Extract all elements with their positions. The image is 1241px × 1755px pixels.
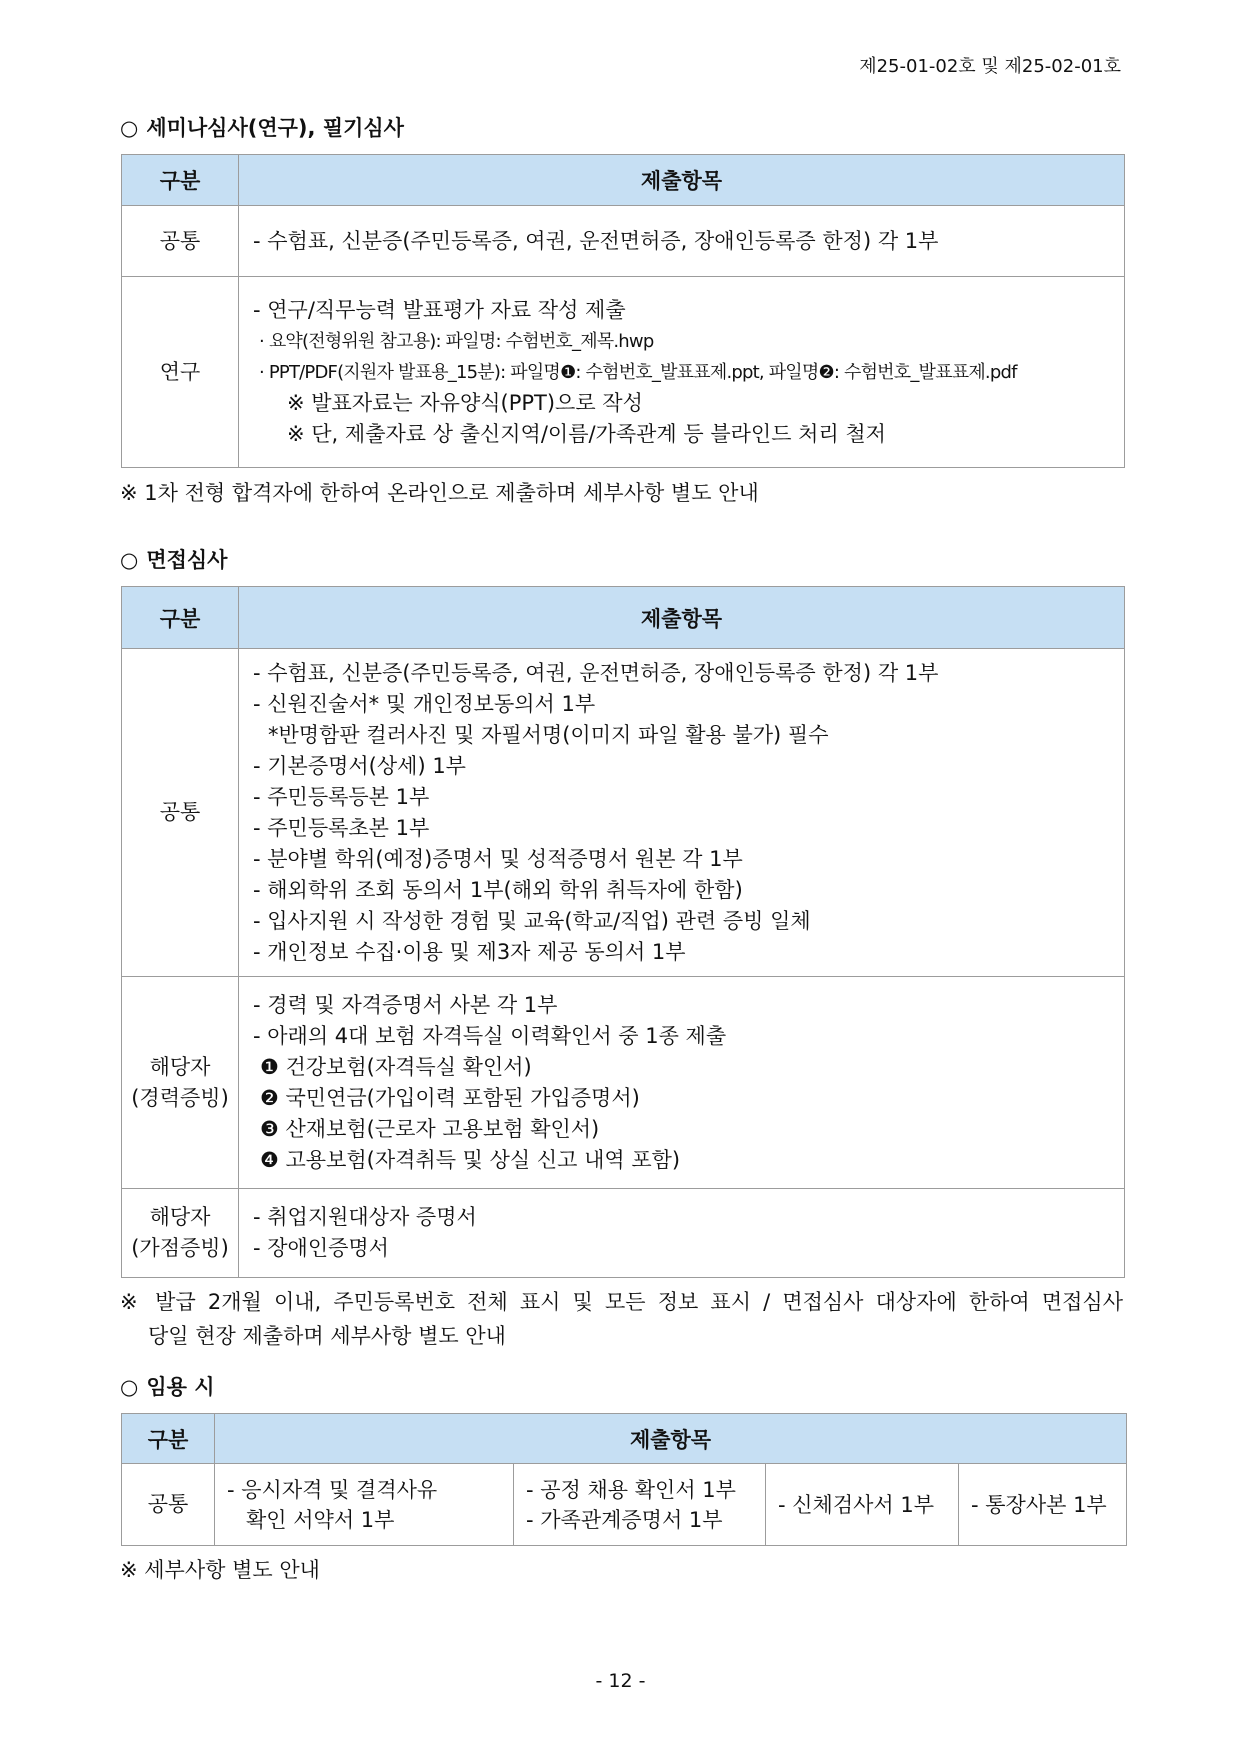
list-item: - 분야별 학위(예정)증명서 및 성적증명서 원본 각 1부 (253, 846, 743, 871)
row-items-cell (215, 1464, 514, 1546)
remark-item: ※ 단, 제출자료 상 출신지역/이름/가족관계 등 블라인드 처리 철저 (287, 421, 886, 446)
row-category: 연구 (122, 277, 239, 468)
table-row-bonus (122, 1189, 1125, 1278)
note-line: 당일 현장 제출하며 세부사항 별도 안내 (148, 1324, 506, 1348)
row-category-line: 해당자 (149, 1054, 211, 1079)
remark-item: ※ 발표자료는 자유양식(PPT)으로 작성 (287, 390, 643, 415)
list-item: - 해외학위 조회 동의서 1부(해외 학위 취득자에 한함) (253, 877, 743, 902)
insurance-option: ❶ 건강보험(자격득실 확인서) (260, 1054, 532, 1079)
list-item-continuation: 확인 서약서 1부 (246, 1507, 395, 1532)
page-content (120, 113, 1126, 1585)
insurance-option: ❷ 국민연금(가입이력 포함된 가입증명서) (260, 1085, 640, 1110)
row-category-line: (가점증빙) (131, 1236, 229, 1260)
sub-list-item: · 요약(전형위원 참고용): 파일명: 수험번호_제목.hwp (259, 330, 654, 352)
section-title (120, 545, 1126, 575)
table-header-row (122, 1414, 1127, 1464)
list-item: - 신원진술서* 및 개인정보동의서 1부 (253, 691, 596, 716)
table-row-common (122, 206, 1125, 277)
list-item: - 주민등록등본 1부 (253, 784, 430, 809)
row-category: 공통 (122, 649, 239, 977)
list-item: - 공정 채용 확인서 1부 (526, 1477, 736, 1502)
list-item: - 아래의 4대 보험 자격득실 이력확인서 중 1종 제출 (253, 1023, 727, 1048)
interview-documents-table (121, 586, 1125, 1278)
insurance-option: ❹ 고용보험(자격취득 및 상실 신고 내역 포함) (260, 1147, 681, 1172)
list-item: - 기본증명서(상세) 1부 (253, 753, 466, 778)
sub-list-item: · PPT/PDF(지원자 발표용_15분): 파일명❶: 수험번호_발표표제.ppt, 파일명❷: 수험번호_발표표제.pdf (259, 361, 1017, 383)
section-title-text: 임용 시 (146, 1375, 215, 1399)
section-title (120, 113, 1126, 143)
list-item: - 장애인증명서 (253, 1236, 389, 1260)
list-item: - 연구/직무능력 발표평가 자료 작성 제출 (253, 297, 626, 322)
row-items-cell (514, 1464, 766, 1546)
section-title-text: 세미나심사(연구), 필기심사 (146, 116, 404, 140)
section-bullet: ○ (120, 548, 139, 572)
row-items (239, 977, 1125, 1189)
row-items (239, 277, 1125, 468)
list-item: - 신체검사서 1부 (778, 1492, 935, 1517)
section-note: ※ 1차 전형 합격자에 한하여 온라인으로 제출하며 세부사항 별도 안내 (120, 481, 759, 505)
row-category-line: (경력증빙) (131, 1085, 229, 1110)
list-item: - 입사지원 시 작성한 경험 및 교육(학교/직업) 관련 증빙 일체 (253, 908, 811, 933)
row-items-cell (766, 1464, 959, 1546)
section-title-text: 면접심사 (146, 548, 228, 572)
footnote: *반명함판 컬러사진 및 자필서명(이미지 파일 활용 불가) 필수 (268, 722, 829, 747)
row-items-cell (959, 1464, 1127, 1546)
section-note (120, 1285, 1123, 1353)
list-item: - 경력 및 자격증명서 사본 각 1부 (253, 992, 558, 1017)
document-number: 제25-01-02호 및 제25-02-01호 (859, 56, 1121, 77)
row-category (122, 1189, 239, 1278)
list-item: - 통장사본 1부 (971, 1492, 1107, 1517)
table-header-row (122, 587, 1125, 649)
table-row-research (122, 277, 1125, 468)
section-interview (120, 545, 1126, 1353)
list-item: - 수험표, 신분증(주민등록증, 여권, 운전면허증, 장애인등록증 한정) 각 1부 (253, 660, 939, 685)
note-line: ※ 발급 2개월 이내, 주민등록번호 전체 표시 및 모든 정보 표시 / 면접심사 대상자에 한하여 면접심사 (120, 1290, 1123, 1314)
table-row-common (122, 649, 1125, 977)
row-category-line: 해당자 (149, 1205, 211, 1229)
section-note: ※ 세부사항 별도 안내 (120, 1558, 320, 1582)
column-header-items: 제출항목 (239, 587, 1125, 649)
column-header-category: 구분 (122, 1414, 215, 1464)
list-item: - 가족관계증명서 1부 (526, 1507, 723, 1532)
table-row-career (122, 977, 1125, 1189)
row-items (239, 649, 1125, 977)
table-header-row (122, 155, 1125, 206)
list-item: - 주민등록초본 1부 (253, 815, 430, 840)
column-header-category: 구분 (122, 587, 239, 649)
section-title (120, 1372, 1126, 1402)
section-bullet: ○ (120, 1375, 139, 1399)
row-items (239, 206, 1125, 277)
row-category: 공통 (122, 206, 239, 277)
section-appointment (120, 1372, 1126, 1585)
seminar-documents-table (121, 154, 1125, 468)
row-category (122, 977, 239, 1189)
appointment-documents-table (121, 1413, 1127, 1546)
column-header-items: 제출항목 (239, 155, 1125, 206)
page-number: - 12 - (595, 1670, 646, 1692)
insurance-option: ❸ 산재보험(근로자 고용보험 확인서) (260, 1116, 600, 1141)
list-item: - 응시자격 및 결격사유 (227, 1477, 438, 1502)
column-header-category: 구분 (122, 155, 239, 206)
list-item: - 수험표, 신분증(주민등록증, 여권, 운전면허증, 장애인등록증 한정) 각 1부 (253, 228, 939, 253)
section-seminar (120, 113, 1126, 508)
row-items (239, 1189, 1125, 1278)
list-item: - 개인정보 수집·이용 및 제3자 제공 동의서 1부 (253, 939, 686, 964)
row-category: 공통 (122, 1464, 215, 1546)
section-bullet: ○ (120, 116, 139, 140)
list-item: - 취업지원대상자 증명서 (253, 1205, 477, 1229)
column-header-items: 제출항목 (215, 1414, 1127, 1464)
table-row-common (122, 1464, 1127, 1546)
